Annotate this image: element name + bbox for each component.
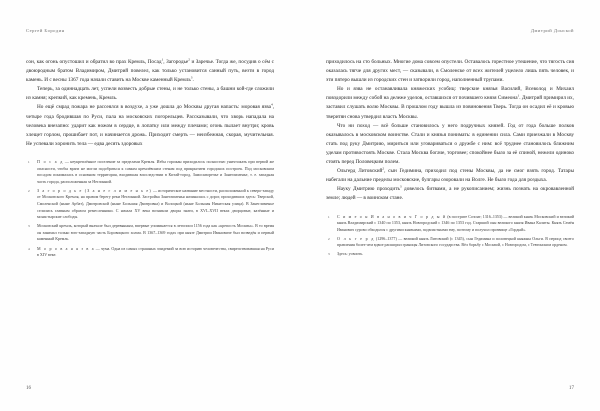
footnote-marker: 2	[28, 188, 30, 193]
footnote-item	[26, 223, 274, 243]
footnote-item	[326, 236, 574, 249]
footnote-text: З а г о р о д ь е (З а н е г л и м е н ь е) — историческое название местности, расположенной к северо-западу от Московского Кремля, на правом берегу реки Неглинной. Застройка Занеглименья начиналась с дорог, проходивших здесь: Тверской, Смоленской (ныне Арбат), Дмитровской (ныне Большая Дмитровка) и Волоцкой (ныне Большая Никитская улица). В Занеглименье селились главным образом ремесленники. С начала XV века возникли дворы знати, в XVI–XVII веках дворцовые, казённые и монастырские слободы.	[37, 187, 274, 220]
footnote-term: М о р о в а я я з в а	[37, 245, 95, 251]
body-paragraph: Что ни поход — всё больше становилось у него подручных князей. Год от года больше полков оказывалось в московском воинстве. Стали и князья понимать: в единении сила. Сами приезжали в Москву стать под руку Дмитрию, мириться или уговариваться о дружбе с ним: всё труднее становилось ближним уделам противостоять Москве. Стала Москва богаче, торговее; спокойнее было за её спиной, нежели одиноко стоять перед Половецким полем.	[326, 122, 574, 166]
footnote-marker: 1	[28, 159, 30, 164]
footnote-item	[326, 251, 574, 258]
footnote-term: О л ь г е р д	[337, 235, 375, 241]
body-paragraph: Ольгерд Литовский$^2$, сын Гедимина, приходил под стены Москвы, да не смог взять город. Татары набегали на дальние пределы московские, булгары озоровали на Волге. Не было года для роздыха.	[326, 166, 574, 184]
footnotes-right	[326, 214, 574, 259]
page-right	[300, 0, 600, 411]
footnote-ref[interactable]: 2	[382, 166, 385, 171]
footnote-text: О л ь г е р д (1296–1377) — великий князь Литовский (с 1345), сын Гедимина и половецкой княжны Ольги. В период своего правления более чем вдвое расширил границы Литовского государства. Вёл борьбу с Москвой, с Новгородом, с Тевтонским орденом.	[337, 235, 574, 248]
running-head-right: Дмитрий Донской	[530, 28, 574, 33]
footnote-ref[interactable]: 1	[517, 93, 520, 98]
footnote-ref[interactable]: 2	[188, 57, 190, 62]
footnote-text: С и м е о н И в а н о в и ч Г о р д ы й (в постриге Созонт; 1316–1353) — великий князь Московский и великий князь Владимирский с 1340 по 1353, князь Новгородский с 1346 по 1353 год. Старший сын великого князя Ивана Калиты. Князь Семён Иванович сурово обходился с другими князьями, подвластными ему, поэтому и получил прозвище «Гордый».	[337, 213, 574, 232]
footnote-item	[26, 159, 274, 185]
footnote-item	[26, 188, 274, 221]
footnote-term: З а г о р о д ь е (З а н е г л и м е н ь е)	[37, 187, 152, 193]
body-paragraph: приходилось на сто больных. Многие дома совсем опустели. Оставалось горестное утешение, что тягость сия оказалась тягче для других мест, — сказывали, в Смоленске от всех жителей уцелело лишь пять человек, и эти пятеро вышли из городских стен и затворили город, наполненный трупами.	[326, 59, 574, 84]
footnote-item	[26, 246, 274, 259]
body-paragraph: сон, как огонь опустошил и обратил во прах Кремль, Посад$^1$, Загородье$^2$ и Заречье. Тогда же, посудив о сём с двоюродным братом Владимиром, Дмитрий повелел, как только установится санный путь, везти в город камень. И с весны 1367 года начали ставить на Москве каменный Кремль$^3$.	[26, 57, 274, 84]
body-paragraph: Но ещё смрад пожара не рассеялся в воздухе, а уже дошла до Москвы другая напасть: моровая язва$^4$, четыре года бродившая по Руси, пала на московских погорельцев. Рассказывали, что хворь нападала на человека внезапно: ударит как ножом в сердце, в лопатку или между плечами; огонь пылает внутри; кровь хлещет горлом, прошибает пот, и начинается дрожь. Приходит смерть — неизбежная, скорая, мучительная. Не успевали хоронить тела — едва десять здоровых	[26, 102, 274, 147]
body-paragraph: Науку Дмитрию проходить$^3$ довелось битвами, а не рукописанием; жизнь познать на окровавленной земле; людей — в воинском стане.	[326, 184, 574, 202]
footnote-text: П о с а д — неукреплённое поселение за пределами Кремля. Избы горожан приходилось полностью уничтожать при первой же опасности, чтобы враги не могли подобраться к самым кремлёвским стенам под прикрытием городских построек. Под московским посадом понималась в основном территория, входившая впоследствии в Китай-город, Замоскворечье и Занеглименье, т. е. западная часть города, расположенная за Неглинной.	[37, 158, 274, 184]
footnote-text: Московский кремль, который вначале был деревянным, впервые упоминается в летописи 1156 года как «крепость Москвы». В то время он занимал только юго-западную часть Боровицкого холма. В 1367–1369 годах при князе Дмитрии Ивановиче был возведён и первый каменный Кремль.	[37, 223, 274, 242]
footnote-marker: 4	[28, 246, 30, 251]
footnotes-left	[26, 159, 274, 259]
footnote-marker: 1	[328, 214, 330, 219]
footnote-marker: 2	[328, 236, 330, 241]
footnote-term: С и м е о н И в а н о в и ч Г о р д ы й	[337, 213, 447, 219]
folio-right: 17	[568, 385, 574, 391]
body-paragraph: Теперь, за одиннадцать лет, успели возвесть добрые стены, и не только стены, а башни кой-где сложили из камня; крепкий, как кремень, Кремль.	[26, 86, 274, 102]
footnote-ref[interactable]: 3	[399, 184, 402, 189]
body-text-left	[26, 58, 274, 149]
footnote-ref[interactable]: 3	[190, 75, 193, 80]
running-head-left: Сергей Бородин	[26, 28, 65, 33]
footnote-term: П о с а д	[37, 158, 64, 164]
folio-left: 16	[26, 385, 32, 391]
footnote-marker: 3	[28, 224, 30, 229]
body-paragraph: Но и язва не останавливала княжеских усобиц: тверские князья Василий, Всеволод и Михаил повздорили между собой на дележе уделов, оставшихся от почившего князя Симеона$^1$. Дмитрий примирил их, заставил слушать волю Москвы. В прошлом году вышла из повиновения Тверь. Тогда он осадил её и кровью тверитян снова утвердил власть Москвы.	[326, 86, 574, 120]
footnote-ref[interactable]: 4	[270, 102, 273, 107]
footnote-text: Здесь: усвоить.	[337, 251, 364, 257]
body-text-right	[326, 58, 574, 204]
footnote-item	[326, 214, 574, 234]
footnote-marker: 3	[328, 252, 330, 257]
footnote-ref[interactable]: 1	[161, 57, 164, 62]
footnote-text: М о р о в а я я з в а — чума. Одна из самых страшных эпидемий за всю историю человечества, свирепствовавшая на Руси в XIV веке.	[37, 245, 274, 258]
